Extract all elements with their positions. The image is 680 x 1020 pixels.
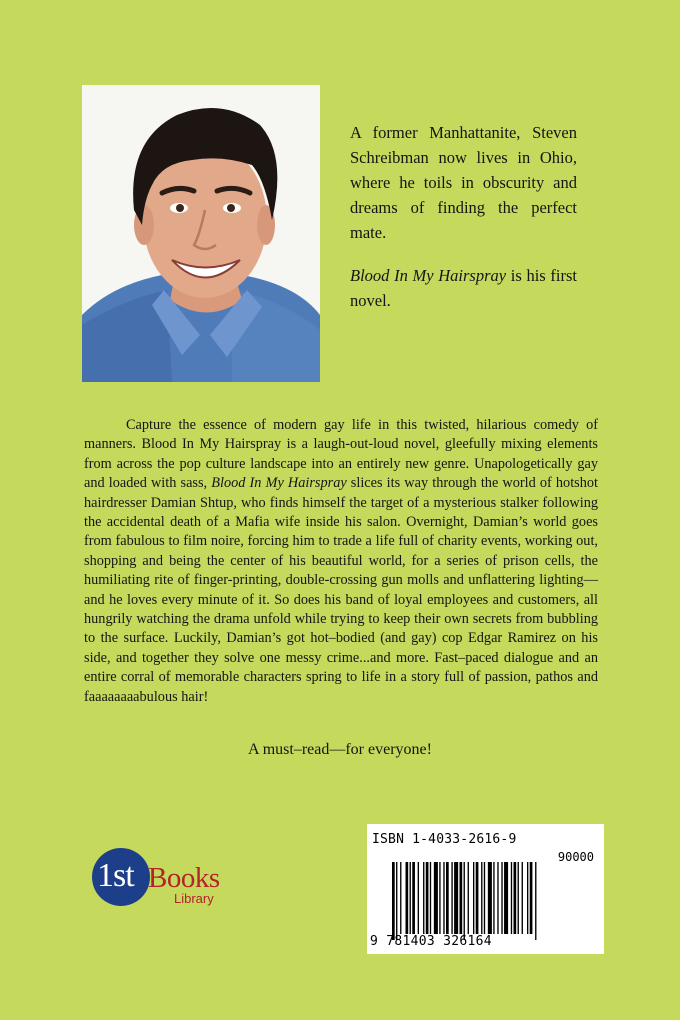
blurb-part-2: slices its way through the world of hotshot hairdresser Damian Shtup, who finds himself the target of a mysterious stalker following the accidental death of a Mafia wife inside his salon. Overnight, Damian’s world goes from fabulous to film noire, forcing him to trade a life full of charity events, working out, shopping and being the center of his beautiful world, for a series of prison cells, the humiliating rite of finger-printing, double-crossing gun molls and unflattering lighting—and he loves every minute of it. So does his band of loyal employees and customers, all hungrily watching the drama unfold while trying to keep their own secrets from bubbling to the surface. Luckily, Damian’s got hot–bodied (and gay) cop Edgar Ramirez on his side, and together they solve one messy crime...and more. Fast–paced dialogue and an entire corral of memorable characters spring to life in a story full of passion, pathos and faaaaaaaabulous hair! (84, 475, 598, 705)
barcode-bar (511, 862, 512, 934)
barcode-bar (468, 862, 469, 934)
barcode-bar (522, 862, 523, 934)
price-code: 90000 (557, 850, 594, 864)
barcode-bar (460, 862, 463, 934)
barcode-bar (497, 862, 498, 934)
author-photo (82, 85, 320, 382)
barcode-bar (412, 862, 415, 934)
barcode-bar (501, 862, 502, 934)
barcode-bar (439, 862, 440, 934)
barcode-bar (504, 862, 508, 934)
barcode-bar (484, 862, 485, 934)
barcode-bar (493, 862, 494, 934)
barcode-bar (451, 862, 452, 934)
bio-first-novel (350, 263, 577, 313)
logo-books-text: Books (148, 862, 220, 894)
barcode-bar (527, 862, 528, 934)
barcode-bar (423, 862, 424, 934)
author-portrait-image (82, 85, 320, 382)
barcode-bar (396, 862, 397, 940)
barcode-bar (476, 862, 479, 934)
barcode-bar (430, 862, 431, 934)
barcode-bar (518, 862, 519, 934)
barcode-bar (488, 862, 492, 934)
barcode-bar (410, 862, 411, 934)
barcode-bar (418, 862, 419, 934)
author-bio (350, 120, 577, 331)
barcode-bar (443, 862, 444, 934)
bio-first-novel-text: is his first novel. (350, 266, 577, 310)
barcode-bar (464, 862, 465, 940)
blurb-paragraph (84, 416, 598, 707)
barcode-bar (530, 862, 533, 934)
barcode-bar (434, 862, 438, 934)
barcode-bar (392, 862, 395, 940)
barcode-bar (514, 862, 517, 934)
ean-number: 9 781403 326164 (370, 934, 492, 949)
barcode-panel (367, 824, 604, 954)
barcode-bar (535, 862, 536, 940)
logo-library-text: Library (174, 891, 214, 906)
isbn-text: ISBN 1-4033-2616-9 (372, 832, 517, 847)
blurb-book-title: Blood In My Hairspray (211, 475, 347, 492)
book-blurb (84, 416, 598, 707)
barcode-bar (400, 862, 401, 934)
barcode-bar (473, 862, 474, 934)
bio-paragraph: A former Manhattanite, Steven Schreibman now lives in Ohio, where he toils in obscurity and dreams of finding the perfect mate. (350, 123, 577, 242)
barcode-bar (454, 862, 458, 934)
bio-book-title: Blood In My Hairspray (350, 266, 507, 285)
barcode-bar (481, 862, 482, 934)
blurb-part-1: Capture the essence of modern gay life in this twisted, hilarious comedy of manners. Blood In My Hairspray is a laugh-out-loud novel, gleefully mixing elements from across the pop culture landscape into an entirely new genre. Unapologetically gay and loaded with sass, (84, 417, 598, 492)
barcode-bar (406, 862, 409, 934)
publisher-logo (92, 848, 252, 910)
barcode-bar (446, 862, 449, 934)
tagline: A must–read—for everyone! (248, 741, 432, 758)
barcode-bars (392, 862, 592, 940)
logo-1st-text: 1st (97, 857, 134, 894)
barcode-bar (426, 862, 429, 934)
